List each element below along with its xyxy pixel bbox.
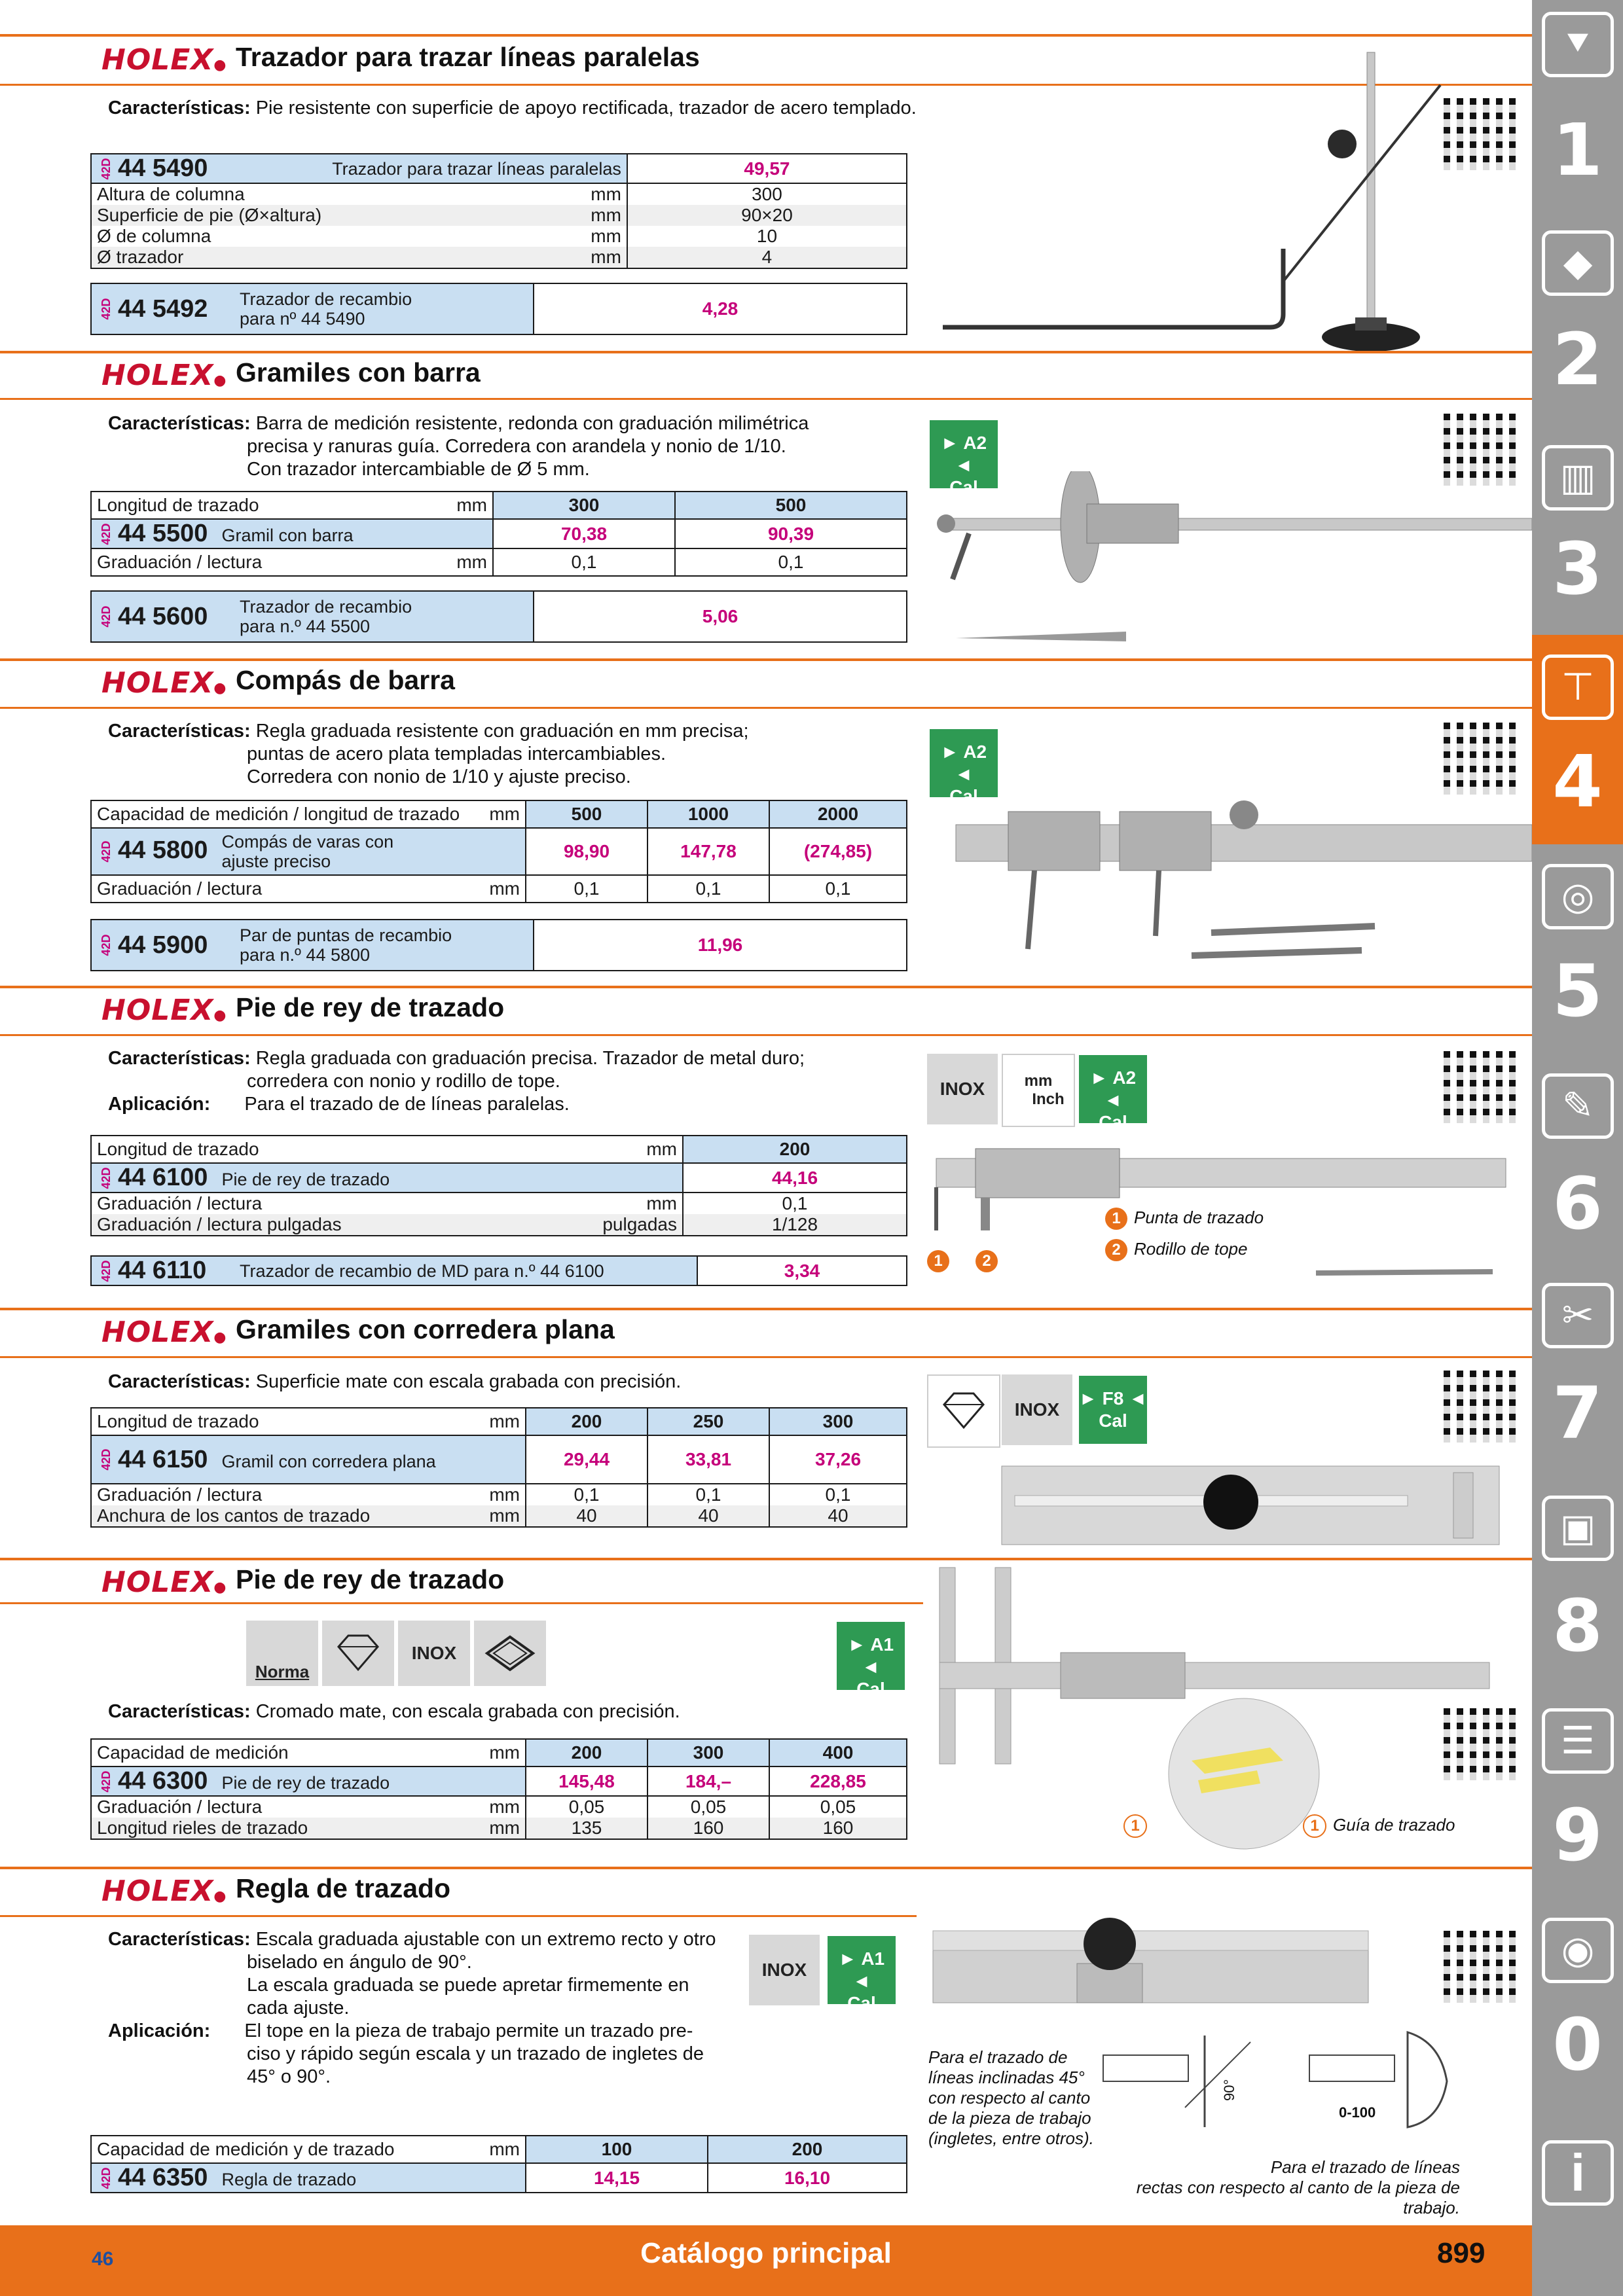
spare-table [90,283,907,335]
article-price: 33,81 [647,1435,769,1484]
spec-label: Longitud de trazado [91,1408,482,1435]
spec-unit: mm [443,548,493,576]
spec-value: 0,05 [526,1796,647,1818]
product-table [90,1135,907,1236]
spec-value: 0,1 [647,1484,769,1505]
spec-unit: mm [482,1505,526,1527]
spec-unit: mm [482,2136,526,2163]
size-header: 500 [526,800,647,828]
spec-label: Capacidad de medición y de trazado [91,2136,482,2163]
spec-label: Altura de columna [91,183,327,205]
section-divider [0,1356,1532,1358]
spec-value: 0,05 [647,1796,769,1818]
size-header: 400 [769,1739,907,1767]
section-divider [0,351,1532,353]
spec-unit: mm [482,1739,526,1767]
spec-unit: mm [482,1818,526,1839]
article-price: 90,39 [675,519,907,548]
size-header: 500 [675,492,907,519]
spec-value: 0,1 [769,875,907,903]
saw-icon[interactable]: ◎ [1542,864,1614,929]
norma-box: Norma [246,1621,318,1686]
section-title: Compás de barra [236,665,455,695]
section-title: Gramiles con barra [236,357,481,387]
spec-label: Graduación / lectura [91,1796,482,1818]
spec-value: 0,05 [769,1796,907,1818]
article-code: 42D 44 6110 [91,1256,234,1285]
spec-unit: pulgadas [574,1214,683,1236]
spec-value: 4 [627,247,907,268]
article-code: 42D 44 5492 [91,283,234,334]
spec-unit: mm [482,800,526,828]
spec-unit: mm [327,205,627,226]
spare-table [90,919,907,971]
article-price: 44,16 [683,1163,907,1193]
article-code: 42D 44 6350 Regla de trazado [91,2163,526,2193]
features-text: Características: Superficie mate con escala grabada con precisión. [108,1371,682,1392]
page-number: 899 [1437,2237,1486,2269]
section-divider [0,986,1532,988]
case-icon [474,1621,546,1686]
article-description: Trazador de recambio para n.º 44 5500 [234,591,534,642]
article-row[interactable] [91,1163,907,1193]
article-price: 184,– [647,1767,769,1796]
section-divider [0,34,1532,37]
mm-inch-box: mm Inch [1002,1054,1075,1127]
article-description: Trazador de recambio para nº 44 5490 [234,283,534,334]
article-row[interactable] [91,283,907,334]
inox-box: INOX [398,1621,470,1686]
inox-box: INOX [1002,1374,1072,1445]
note-straight: Para el trazado de líneas rectas con respecto al canto de la pieza de trabajo. [1136,2157,1460,2217]
spec-value: 0,1 [526,875,647,903]
diamond-icon [322,1621,394,1686]
spec-value: 10 [627,226,907,247]
article-row[interactable] [91,2163,907,2193]
article-code: 42D 44 5490 [91,154,327,183]
tolerance-badge: ► A2 ◄ Cal [1078,1054,1148,1124]
pliers-icon[interactable]: ✂ [1542,1283,1614,1348]
article-row[interactable] [91,1767,907,1796]
section-title: Pie de rey de trazado [236,992,505,1022]
features-text: Características: Pie resistente con superficie de apoyo rectificada, trazador de acero templado. [108,98,917,118]
holex-logo: HOLEX● [101,666,227,700]
chapter-tab-0[interactable]: 0 [1552,2003,1603,2087]
holex-logo: HOLEX● [101,359,227,392]
spec-value: 0,1 [769,1484,907,1505]
tolerance-badge: ► F8 ◄ Cal [1078,1374,1148,1445]
section-divider [0,707,1532,709]
product-table [90,1738,907,1840]
chapter-tab-3[interactable]: 3 [1552,527,1603,611]
trammel-image [930,785,1532,975]
article-price: 29,44 [526,1435,647,1484]
product-table [90,800,907,903]
article-row[interactable] [91,920,907,971]
section-divider [0,1308,1532,1310]
size-header: 2000 [769,800,907,828]
chapter-tab-4[interactable]: 4 [1552,740,1603,823]
spec-unit: mm [327,247,627,268]
spec-unit: mm [482,1484,526,1505]
article-price: 11,96 [534,920,907,971]
size-header: 100 [526,2136,708,2163]
tolerance-badge: ► A1 ◄ Cal [835,1621,906,1691]
spec-label: Capacidad de medición [91,1739,482,1767]
spec-label: Ø trazador [91,247,327,268]
spec-value: 1/128 [683,1214,907,1236]
spec-value: 0,1 [526,1484,647,1505]
article-row[interactable] [91,519,907,548]
article-price: 98,90 [526,828,647,875]
spec-label: Longitud de trazado [91,1136,574,1163]
section-divider [0,1034,1532,1036]
features-text: Características: Cromado mate, con escala grabada con precisión. [108,1701,680,1722]
article-row[interactable] [91,1256,907,1285]
drill-icon[interactable]: ⯆ [1542,12,1614,77]
article-description: Trazador de recambio de MD para n.º 44 6100 [234,1256,697,1285]
qr-code[interactable] [1444,723,1516,795]
qr-code[interactable] [1444,1051,1516,1123]
inox-box: INOX [749,1935,820,2005]
article-code: 42D 44 5500 Gramil con barra [91,519,493,548]
article-price: 3,34 [697,1256,907,1285]
section-divider [0,1867,1532,1869]
holex-logo: HOLEX● [101,43,227,77]
article-price: 5,06 [534,591,907,642]
qr-code[interactable] [1444,1931,1516,2003]
caliper-icon[interactable]: ⊤ [1542,655,1614,720]
qr-code[interactable] [1444,98,1516,170]
spec-unit: mm [574,1193,683,1214]
article-price: 228,85 [769,1767,907,1796]
spec-value: 0,1 [493,548,675,576]
spec-value: 40 [769,1505,907,1527]
spec-value: 90×20 [627,205,907,226]
tolerance-badge: ► A2 ◄ Cal [928,728,999,798]
spec-label: Anchura de los cantos de trazado [91,1505,482,1527]
article-price: 70,38 [493,519,675,548]
article-row[interactable] [91,591,907,642]
article-code: 42D 44 6100 Pie de rey de trazado [91,1163,683,1193]
slide-gauge-image [995,1456,1506,1554]
article-row[interactable] [91,828,907,875]
section-title: Pie de rey de trazado [236,1564,505,1594]
section-title: Trazador para trazar líneas paralelas [236,42,700,72]
size-header: 200 [708,2136,907,2163]
spec-label: Graduación / lectura [91,1484,482,1505]
spec-label: Ø de columna [91,226,327,247]
spec-value: 0,1 [683,1193,907,1214]
article-description: Par de puntas de recambio para n.º 44 5800 [234,920,534,971]
section-divider [0,1915,917,1917]
inox-box: INOX [927,1054,998,1124]
callout-guide: 1 Guía de trazado [1303,1814,1455,1838]
spec-label: Superficie de pie (Ø×altura) [91,205,327,226]
article-code: 42D 44 6150 Gramil con corredera plana [91,1435,526,1484]
dim-range-label: 0-100 [1339,2104,1376,2121]
article-code: 42D 44 5900 [91,920,234,971]
features-text: Características: Barra de medición resistente, redonda con graduación milimétrica precisa y ranuras guía. Corredera con arandela y nonio de 1/10. Con trazador intercambiable de Ø 5 mm. [108,413,809,480]
size-header: 250 [647,1408,769,1435]
section-divider [0,658,1532,661]
cabinet-icon[interactable]: ☰ [1542,1708,1614,1774]
info-icon[interactable]: i [1542,2140,1614,2206]
article-price: 145,48 [526,1767,647,1796]
spec-label: Graduación / lectura [91,1193,574,1214]
product-table [90,491,907,577]
catalog-title: Catálogo principal [640,2237,892,2269]
section-divider [0,1558,1532,1560]
spec-value: 0,1 [647,875,769,903]
spec-unit: mm [482,1796,526,1818]
size-header: 200 [526,1408,647,1435]
article-price: 49,57 [627,154,907,183]
size-header: 200 [683,1136,907,1163]
note-inclined: Para el trazado de líneas inclinadas 45° con respecto al canto de la pieza de trabajo (ingletes, entre otros). [928,2047,1094,2148]
product-table [90,153,907,269]
holex-logo: HOLEX● [101,1316,227,1349]
safety-icon[interactable]: ◉ [1542,1918,1614,1983]
holex-logo: HOLEX● [101,1874,227,1908]
spec-label: Capacidad de medición / longitud de trazado [91,800,482,828]
spec-unit: mm [443,492,493,519]
chapter-tab-9[interactable]: 9 [1552,1793,1603,1877]
article-price: 16,10 [708,2163,907,2193]
article-price: 14,15 [526,2163,708,2193]
chapter-tab-2[interactable]: 2 [1552,317,1603,401]
features-text: Características: Regla graduada con graduación precisa. Trazador de metal duro; corredera con nonio y rodillo de tope. Aplicación: Para el trazado de de líneas paralelas. [108,1048,805,1115]
size-header: 300 [493,492,675,519]
spec-value: 0,1 [675,548,907,576]
article-price: (274,85) [769,828,907,875]
spec-unit: mm [482,1408,526,1435]
chapter-tab-7[interactable]: 7 [1552,1371,1603,1455]
size-header: 300 [647,1739,769,1767]
chapter-tab-6[interactable]: 6 [1552,1162,1603,1246]
spec-label: Graduación / lectura [91,548,443,576]
spec-value: 160 [769,1818,907,1839]
spec-value: 160 [647,1818,769,1839]
chapter-tab-1[interactable]: 1 [1552,108,1603,192]
spec-unit: mm [482,875,526,903]
surface-gauge-image [930,46,1447,360]
article-row[interactable] [91,154,907,183]
marking-ruler-image [930,1898,1375,2016]
wrench-icon[interactable]: ✎ [1542,1073,1614,1139]
holex-logo: HOLEX● [101,994,227,1027]
caliper-marker-1: 1 [927,1250,956,1272]
height-caliper-image [930,1564,1493,1852]
spare-table [90,1255,907,1286]
spec-value: 40 [526,1505,647,1527]
spec-value: 300 [627,183,907,205]
callout-roller: 2 Rodillo de tope [1105,1239,1247,1261]
spec-value: 135 [526,1818,647,1839]
caliper-marker-2: 2 [976,1250,1004,1272]
size-header: 1000 [647,800,769,828]
spec-unit: mm [574,1136,683,1163]
tolerance-badge: ► A2 ◄ Cal [928,419,999,490]
guide-marker: 1 [1123,1814,1154,1838]
chapter-tab-5[interactable]: 5 [1552,949,1603,1033]
section-divider [0,1602,923,1604]
size-header: 300 [769,1408,907,1435]
beam-marking-gauge-image [930,471,1532,655]
section-title: Gramiles con corredera plana [236,1314,615,1344]
usage-diagram [1100,2029,1467,2134]
toolbox-icon[interactable]: ▣ [1542,1496,1614,1561]
dim-90-label: 90° [1221,2079,1237,2101]
article-price: 147,78 [647,828,769,875]
article-price: 4,28 [534,283,907,334]
tolerance-badge: ► A1 ◄ Cal [826,1935,897,2005]
article-description: Trazador para trazar líneas paralelas [327,154,627,183]
insert-icon[interactable]: ◆ [1542,230,1614,296]
product-table [90,1407,907,1528]
features-text: Características: Regla graduada resistente con graduación en mm precisa; puntas de acero plata templadas intercambiables. Corredera con nonio de 1/10 y ajuste preciso. [108,721,749,787]
chapter-tab-8[interactable]: 8 [1552,1584,1603,1668]
callout-tip: 1 Punta de trazado [1105,1208,1264,1230]
page-section-number: 46 [92,2248,114,2270]
spec-unit: mm [327,226,627,247]
product-table [90,2135,907,2193]
article-code: 42D 44 6300 Pie de rey de trazado [91,1767,526,1796]
spec-label: Graduación / lectura [91,875,482,903]
article-code: 42D 44 5800 Compás de varas con ajuste preciso [91,828,526,875]
article-code: 42D 44 5600 [91,591,234,642]
qr-code[interactable] [1444,1371,1516,1443]
size-header: 200 [526,1739,647,1767]
spare-table [90,590,907,643]
section-divider [0,398,1532,400]
spec-label: Longitud rieles de trazado [91,1818,482,1839]
spec-label: Graduación / lectura pulgadas [91,1214,574,1236]
section-title: Regla de trazado [236,1873,451,1903]
holex-logo: HOLEX● [101,1566,227,1599]
diamond-icon [927,1374,1000,1448]
spec-value: 40 [647,1505,769,1527]
spec-label: Longitud de trazado [91,492,443,519]
toolholder-icon[interactable]: ▥ [1542,445,1614,511]
article-row[interactable] [91,1435,907,1484]
spec-unit: mm [327,183,627,205]
article-price: 37,26 [769,1435,907,1484]
features-text: Características: Escala graduada ajustable con un extremo recto y otro biselado en ángulo de 90°. La escala graduada se puede apretar firmemente en cada ajuste. Aplicación: El tope en la pieza de trabajo permite un trazado pre- ciso y rápido según escala y un trazado de ingletes de 45° o 90°. [108,1929,716,2087]
